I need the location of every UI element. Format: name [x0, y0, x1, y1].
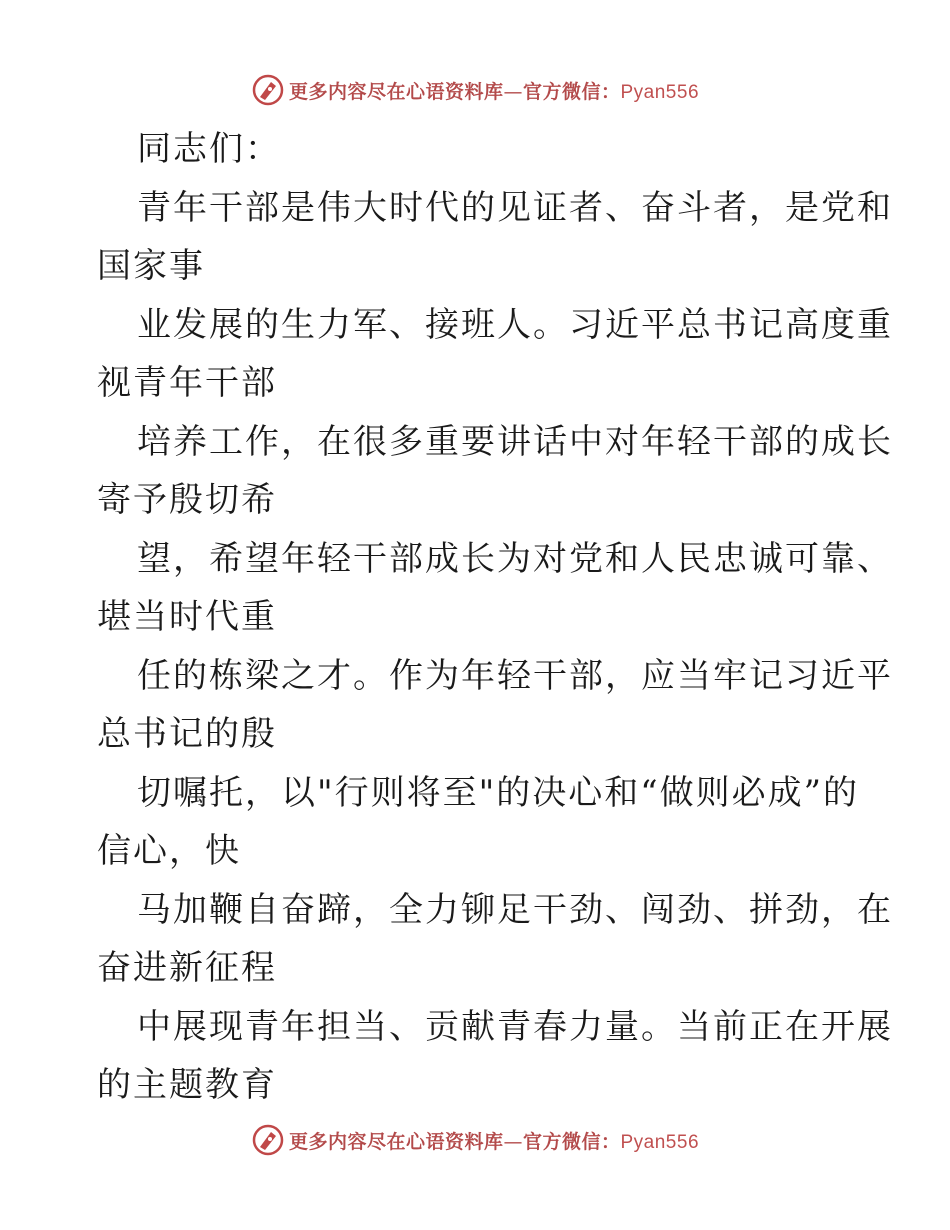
greeting-line: 同志们： — [137, 129, 281, 169]
wechat-id: Pyan556 — [620, 1131, 700, 1153]
paragraph-line: 培养工作，在很多重要讲话中对年轻干部的成长 — [137, 421, 893, 462]
paragraph-line: 切嘱托，以"行则将至"的决心和“做则必成”的 — [137, 772, 860, 813]
banner-separator: — — [503, 1130, 523, 1153]
paragraph-line: 寄予殷切希 — [97, 480, 277, 520]
paragraph-line: 任的栋梁之才。作为年轻干部，应当牢记习近平 — [137, 655, 893, 696]
header-banner — [0, 70, 950, 110]
paragraph-line: 望，希望年轻干部成长为对党和人民忠诚可靠、 — [137, 538, 893, 579]
paragraph-line: 马加鞭自奋蹄，全力铆足干劲、闯劲、拼劲，在 — [137, 889, 893, 930]
wechat-label: 官方微信： — [522, 80, 621, 103]
banner-text — [289, 1127, 699, 1154]
wechat-label: 官方微信： — [522, 1130, 621, 1153]
paragraph-line: 总书记的殷 — [97, 714, 277, 754]
pen-nib-logo-icon — [251, 1123, 285, 1157]
paragraph-line: 信心，快 — [97, 831, 241, 871]
paragraph-line: 国家事 — [97, 246, 205, 286]
wechat-id: Pyan556 — [620, 81, 700, 103]
banner-separator: — — [503, 80, 523, 103]
paragraph-line: 堪当时代重 — [97, 597, 277, 637]
pen-nib-logo-icon — [251, 73, 285, 107]
footer-banner — [0, 1120, 950, 1160]
paragraph-line: 的主题教育 — [97, 1065, 277, 1105]
paragraph-line: 业发展的生力军、接班人。习近平总书记高度重 — [137, 304, 893, 345]
paragraph-line: 奋进新征程 — [97, 948, 277, 988]
site-name: 更多内容尽在心语资料库 — [288, 80, 504, 103]
document-body — [97, 120, 893, 1115]
paragraph-line: 青年干部是伟大时代的见证者、奋斗者，是党和 — [137, 187, 893, 228]
banner-text — [289, 77, 699, 104]
site-name: 更多内容尽在心语资料库 — [288, 1130, 504, 1153]
paragraph-line: 中展现青年担当、贡献青春力量。当前正在开展 — [137, 1006, 893, 1047]
paragraph-line: 视青年干部 — [97, 363, 277, 403]
